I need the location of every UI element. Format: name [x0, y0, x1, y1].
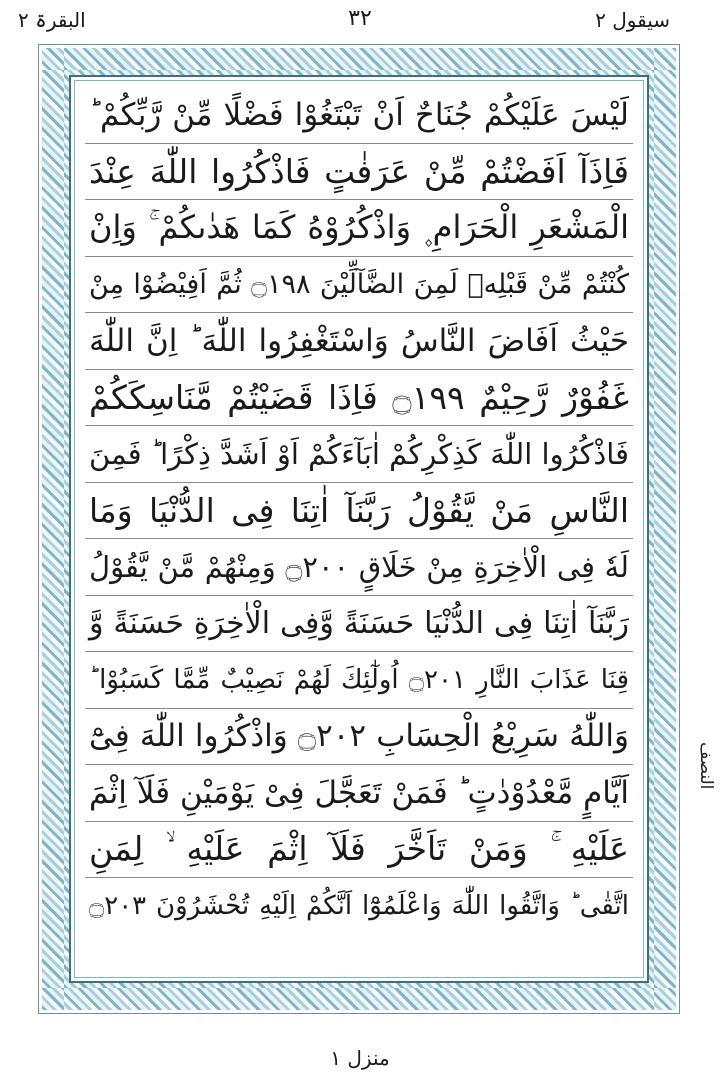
header-surah-name: البقرۃ ۲ — [18, 8, 86, 32]
verse-line: فَاذْكُرُوا اللّٰهَ كَذِكْرِكُمْ اٰبَآءَكُمْ اَوْ اَشَدَّ ذِكْرًا ؕ فَمِنَ — [85, 426, 633, 483]
verse-line: وَاللّٰهُ سَرِيْعُ الْحِسَابِ ۝٢٠٢ وَاذْكُرُوا اللّٰهَ فِىْٓ — [85, 709, 633, 766]
verse-lines — [85, 87, 633, 973]
manzil-footer: منزل ۱ — [330, 1046, 390, 1070]
verse-line: فَاِذَآ اَفَضْتُمْ مِّنْ عَرَفٰتٍ فَاذْكُرُوا اللّٰهَ عِنْدَ — [85, 144, 633, 201]
verse-line: حَيْثُ اَفَاضَ النَّاسُ وَاسْتَغْفِرُوا اللّٰهَ ؕ اِنَّ اللّٰهَ — [85, 313, 633, 370]
verse-line: اَيَّامٍ مَّعْدُوْدٰتٍ ؕ فَمَنْ تَعَجَّلَ فِىْ يَوْمَيْنِ فَلَآ اِثْمَ — [85, 765, 633, 822]
verse-line: لَيْسَ عَلَيْكُمْ جُنَاحٌ اَنْ تَبْتَغُوْا فَضْلًا مِّنْ رَّبِّكُمْ ؕ — [85, 87, 633, 144]
verse-line: لَهٗ فِى الْاٰخِرَةِ مِنْ خَلَاقٍ ۝٢٠٠ وَمِنْهُمْ مَّنْ يَّقُوْلُ — [85, 539, 633, 596]
verse-line: النَّاسِ مَنْ يَّقُوْلُ رَبَّنَآ اٰتِنَا فِى الدُّنْيَا وَمَا — [85, 483, 633, 540]
verse-line: عَلَيْهِ ۚ وَمَنْ تَاَخَّرَ فَلَآ اِثْمَ عَلَيْهِ ۙ لِمَنِ — [85, 822, 633, 879]
verse-line: الْمَشْعَرِ الْحَرَامِ ۪ وَاذْكُرُوْهُ كَمَا هَدٰىكُمْ ۚ وَاِنْ — [85, 200, 633, 257]
page-frame — [38, 44, 680, 1014]
verse-line: قِنَا عَذَابَ النَّارِ ۝٢٠١ اُولٰٓئِكَ لَهُمْ نَصِيْبٌ مِّمَّا كَسَبُوْا ؕ — [85, 652, 633, 709]
side-marker-label: النصف — [696, 742, 716, 790]
verse-line: غَفُوْرٌ رَّحِيْمٌ ۝١٩٩ فَاِذَا قَضَيْتُمْ مَّنَاسِكَكُمْ — [85, 370, 633, 427]
header-juz-name: سیقول ۲ — [595, 8, 670, 32]
verse-line: رَبَّنَآ اٰتِنَا فِى الدُّنْيَا حَسَنَةً وَّفِى الْاٰخِرَةِ حَسَنَةً وَّ — [85, 596, 633, 653]
text-panel — [69, 75, 649, 983]
page-number: ۳۲ — [348, 6, 372, 31]
verse-line: كُنْتُمْ مِّنْ قَبْلِهٖ لَمِنَ الضَّآلِّيْنَ ۝١٩٨ ثُمَّ اَفِيْضُوْا مِنْ — [85, 257, 633, 314]
verse-line: اتَّقٰى ؕ وَاتَّقُوا اللّٰهَ وَاعْلَمُوْٓا اَنَّكُمْ اِلَيْهِ تُحْشَرُوْنَ ۝٢٠٣ — [89, 891, 629, 922]
